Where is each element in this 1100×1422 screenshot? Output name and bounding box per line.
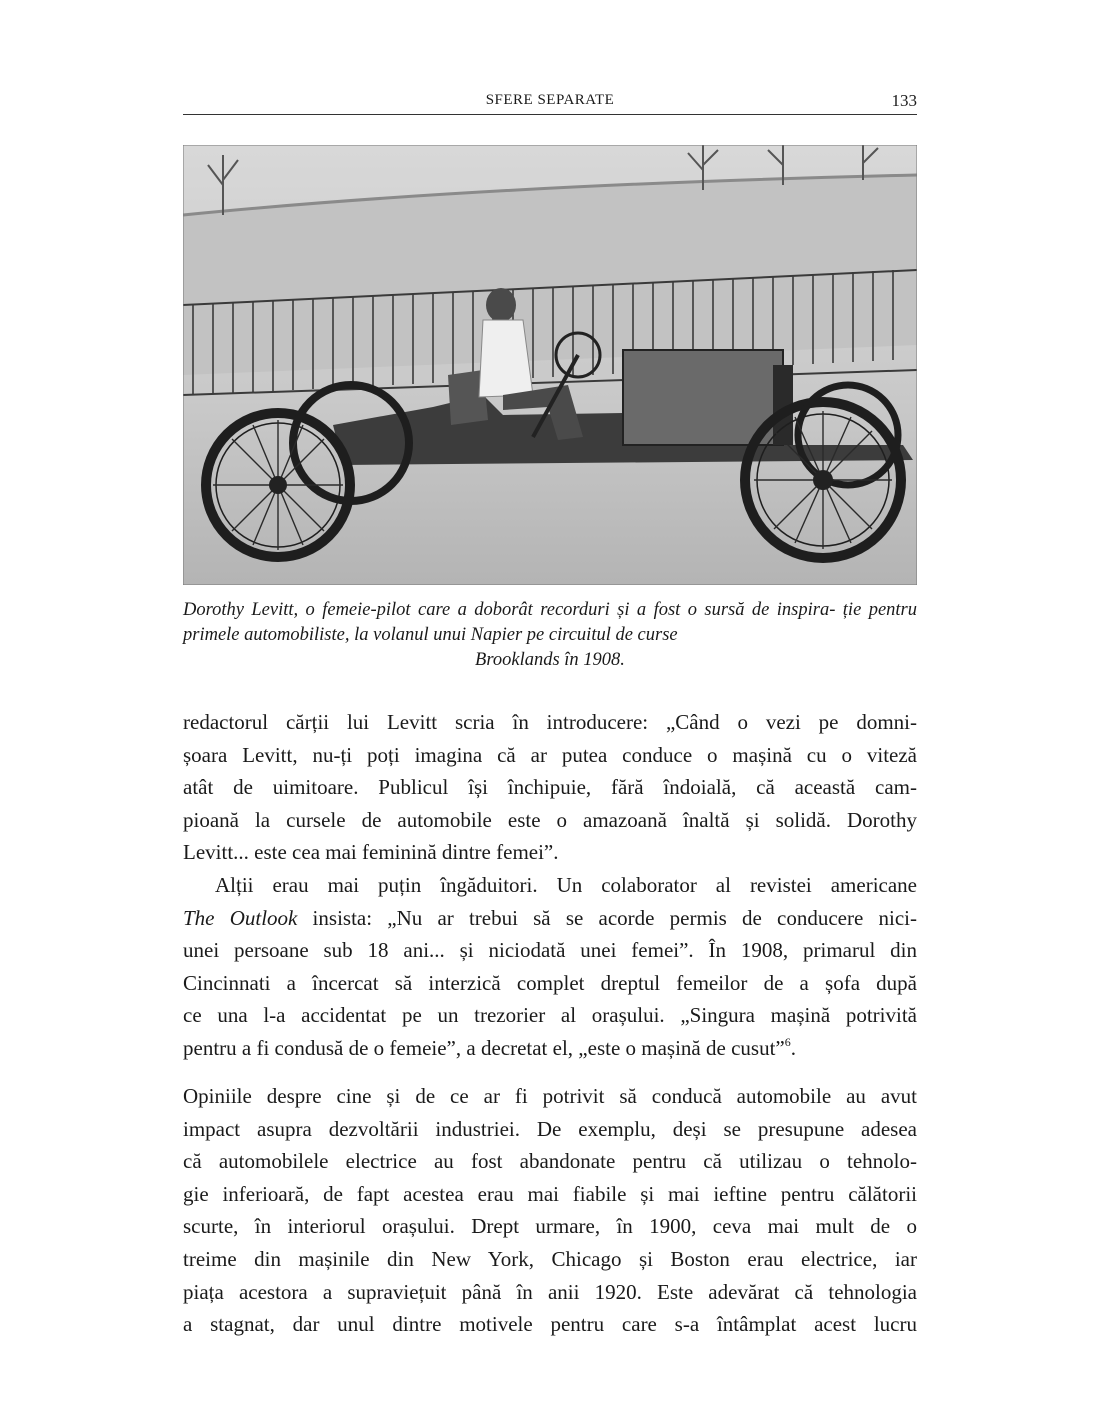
text-line: șoara Levitt, nu-ți poți imagina că ar putea conduce o mașină cu o viteză	[183, 742, 917, 767]
text-line: pioană la cursele de automobile este o amazoană înaltă și solidă. Dorothy	[183, 807, 917, 832]
text-line: gie inferioară, de fapt acestea erau mai fiabile și mai ieftine pentru călătorii	[183, 1181, 917, 1206]
text-line: impact asupra dezvoltării industriei. De exemplu, deși se presupune adesea	[183, 1116, 917, 1141]
text-line: Alții erau mai puțin îngăduitori. Un colaborator al revistei americane	[215, 873, 917, 897]
paragraph-3	[183, 1080, 917, 1341]
figure-photo	[183, 145, 917, 585]
text-line: Cincinnati a încercat să interzică complet dreptul femeilor de a șofa după	[183, 970, 917, 995]
caption-line: ție pentru primele automobiliste, la volanul unui Napier pe circuitul de curse	[183, 600, 917, 645]
text-line: Levitt... este cea mai feminină dintre femei”.	[183, 840, 559, 865]
text-fragment: pentru a fi condusă de o femeie”, a decretat el, „este o mașină de cusut”	[183, 1035, 785, 1060]
running-header	[183, 90, 917, 115]
caption-line: Dorothy Levitt, o femeie-pilot care a doborât recorduri și a fost o sursă de inspira-	[183, 600, 836, 620]
text-line: treime din mașinile din New York, Chicago și Boston erau electrice, iar	[183, 1246, 917, 1271]
footnote-ref: 6	[784, 1034, 791, 1049]
text-line: piața acestora a supraviețuit până în anii 1920. Este adevărat că tehnologia	[183, 1279, 917, 1304]
text-line: ce una l-a accidentat pe un trezorier al orașului. „Singura mașină potrivită	[183, 1003, 917, 1028]
figure-caption	[183, 598, 917, 673]
racing-car-photo	[183, 145, 917, 585]
text-line: unei persoane sub 18 ani... și niciodată unei femei”. În 1908, primarul din	[183, 938, 917, 963]
caption-line: Brooklands în 1908.	[475, 650, 625, 670]
text-fragment: insista: „Nu ar trebui să se acorde permis de conducere nici-	[297, 905, 918, 930]
text-line	[183, 902, 917, 935]
text-line: că automobilele electrice au fost abandonate pentru că utilizau o tehnolo-	[183, 1149, 917, 1174]
magazine-title: The Outlook	[183, 905, 298, 930]
paragraph-2	[183, 869, 917, 1065]
paragraph-1	[183, 706, 917, 869]
text-line	[183, 1032, 917, 1065]
text-line: a stagnat, dar unul dintre motivele pentru care s-a întâmplat acest lucru	[183, 1312, 917, 1337]
running-title: SFERE SEPARATE	[485, 92, 615, 108]
page-number: 133	[891, 91, 917, 110]
text-line: scurte, în interiorul orașului. Drept urmare, în 1900, ceva mai mult de o	[183, 1214, 917, 1239]
text-line: atât de uimitoare. Publicul își închipuie, fără îndoială, că această cam-	[183, 775, 917, 800]
text-line: Opiniile despre cine și de ce ar fi potrivit să conducă automobile au avut	[183, 1084, 917, 1108]
text-fragment: .	[790, 1035, 796, 1060]
text-line: redactorul cărții lui Levitt scria în introducere: „Când o vezi pe domni-	[183, 710, 917, 734]
